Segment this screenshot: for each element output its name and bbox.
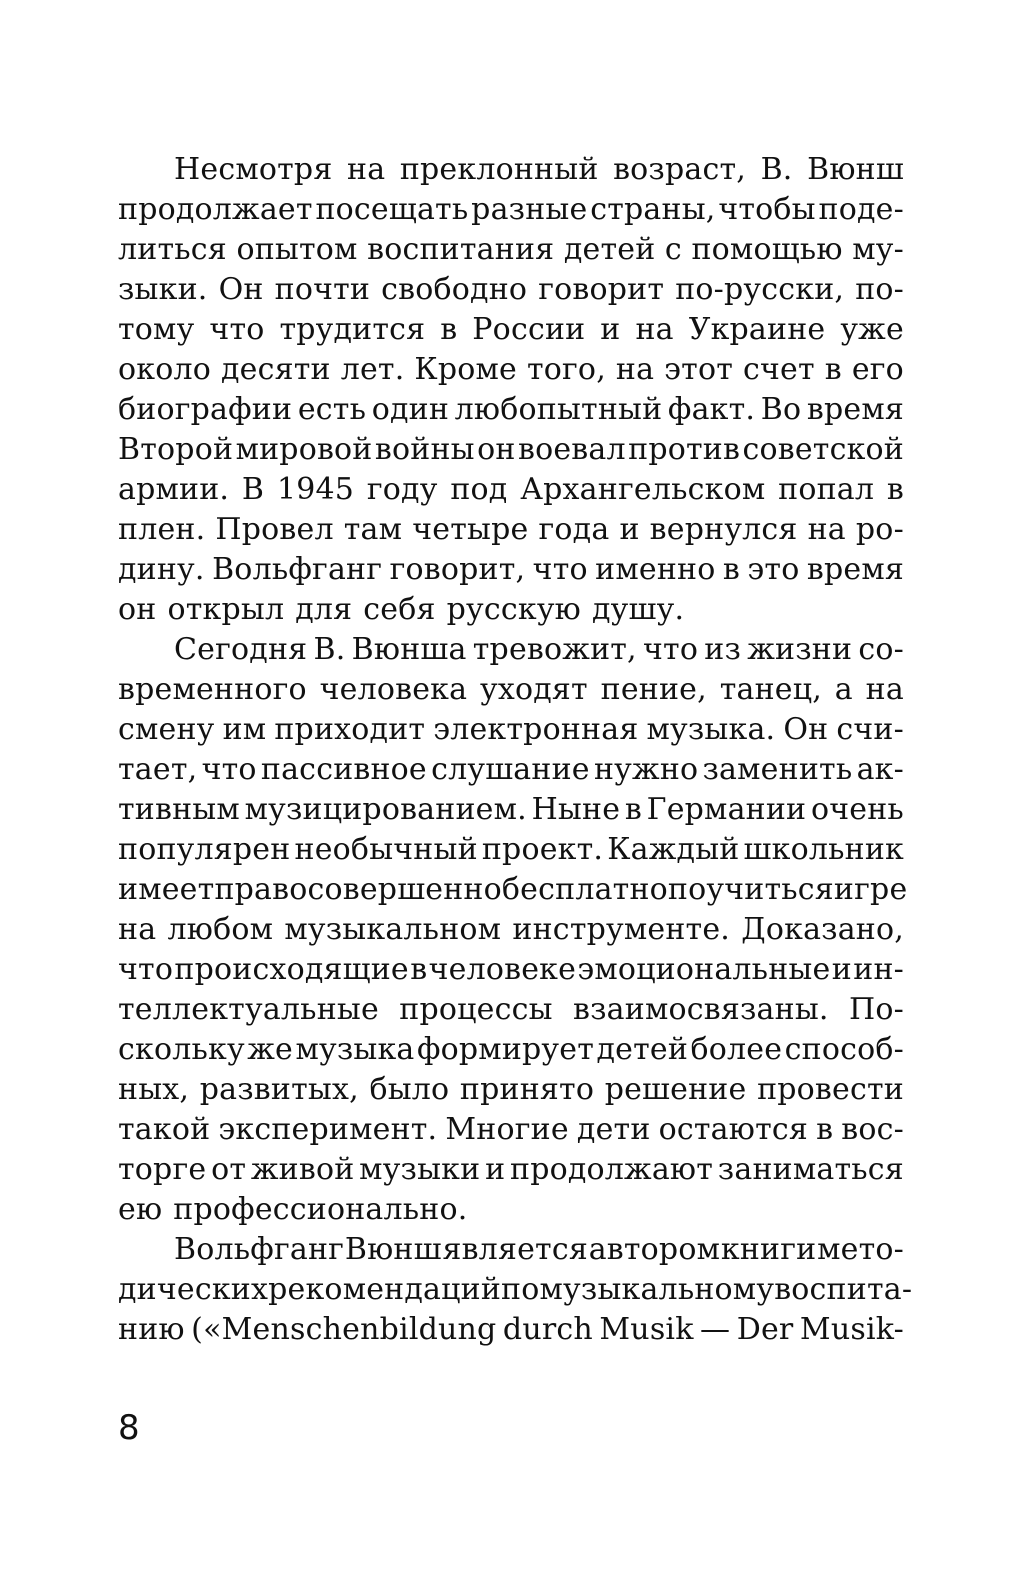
text-line: что происходящие в человеке эмоциональные и ин- xyxy=(118,952,904,987)
text-line: плен. Провел там четыре года и вернулся на ро- xyxy=(118,512,904,547)
text-line: литься опытом воспитания детей с помощью му- xyxy=(118,232,904,267)
text-line: дину. Вольфганг говорит, что именно в это время xyxy=(118,552,904,587)
text-line: нию («Menschenbildung durch Musik — Der Musik- xyxy=(118,1312,904,1347)
paragraph xyxy=(118,630,908,1230)
text-line: дических рекомендаций по музыкальному воспита- xyxy=(118,1272,913,1307)
text-line: армии. В 1945 году под Архангельском попал в xyxy=(118,472,904,507)
text-line: он открыл для себя русскую душу. xyxy=(118,592,685,627)
text-line: торге от живой музыки и продолжают заниматься xyxy=(118,1152,904,1187)
text-line: Несмотря на преклонный возраст, В. Вюнш xyxy=(174,152,904,187)
text-line: Сегодня В. Вюнша тревожит, что из жизни со- xyxy=(174,632,904,667)
text-line: теллектуальные процессы взаимосвязаны. По- xyxy=(118,992,904,1027)
text-line: тому что трудится в России и на Украине уже xyxy=(118,312,904,347)
text-line: такой эксперимент. Многие дети остаются в вос- xyxy=(118,1112,904,1147)
text-line: тает, что пассивное слушание нужно заменить ак- xyxy=(118,752,904,787)
text-line: ных, развитых, было принято решение провести xyxy=(118,1072,904,1107)
text-line: скольку же музыка формирует детей более способ- xyxy=(118,1032,904,1067)
body-text xyxy=(118,150,913,1350)
text-line: временного человека уходят пение, танец, а на xyxy=(118,672,904,707)
text-line: тивным музицированием. Ныне в Германии очень xyxy=(118,792,904,827)
text-line: ею профессионально. xyxy=(118,1192,468,1227)
text-line: имеет право совершенно бесплатно поучиться игре xyxy=(118,872,908,907)
text-line: около десяти лет. Кроме того, на этот счет в его xyxy=(118,352,904,387)
text-line: популярен необычный проект. Каждый школьник xyxy=(118,832,904,867)
text-line: зыки. Он почти свободно говорит по-русски, по- xyxy=(118,272,904,307)
text-line: продолжает посещать разные страны, чтобы поде- xyxy=(118,192,904,227)
paragraph xyxy=(118,1230,913,1350)
text-line: Второй мировой войны он воевал против советской xyxy=(118,432,904,467)
text-line: биографии есть один любопытный факт. Во время xyxy=(118,392,904,427)
page-number: 8 xyxy=(118,1408,140,1448)
text-line: на любом музыкальном инструменте. Доказано, xyxy=(118,912,904,947)
text-line: Вольфганг Вюнш является автором книги мето- xyxy=(174,1232,904,1267)
paragraph xyxy=(118,150,904,630)
text-line: смену им приходит электронная музыка. Он счи- xyxy=(118,712,904,747)
